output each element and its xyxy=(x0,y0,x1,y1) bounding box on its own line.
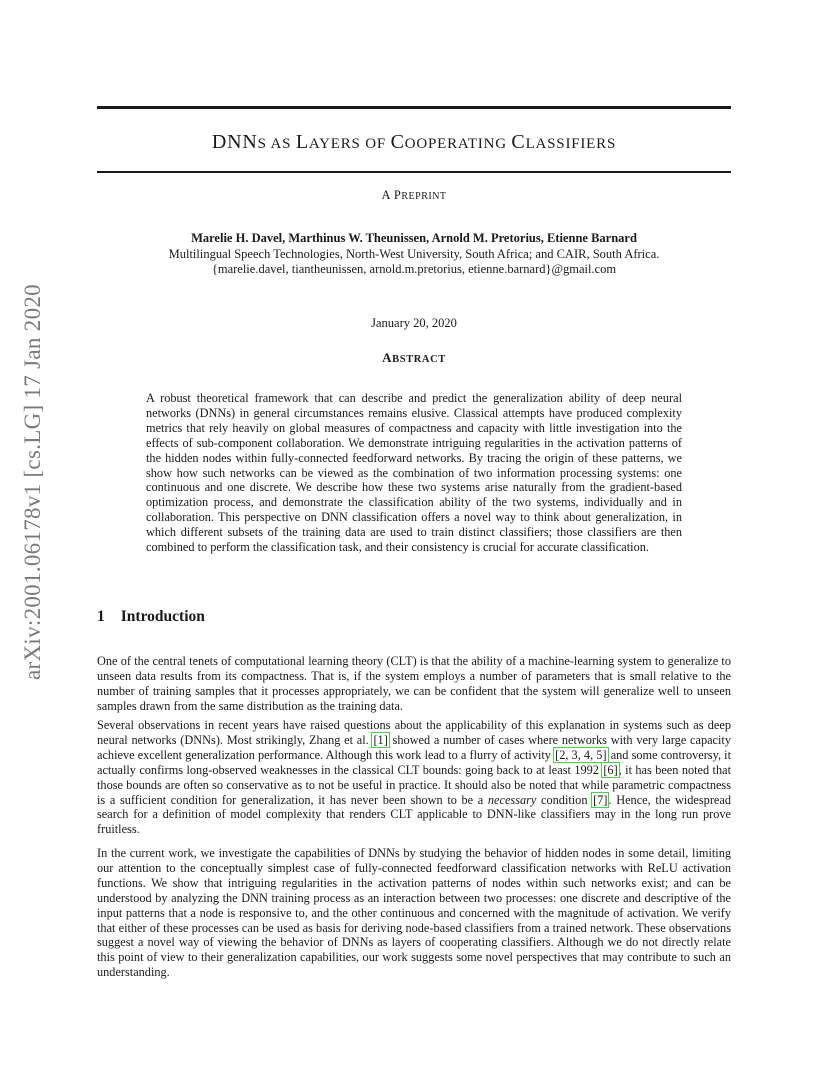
section-title: Introduction xyxy=(120,608,205,625)
citation-link-7[interactable]: [7] xyxy=(593,792,608,807)
arxiv-stamp xyxy=(20,284,46,680)
publication-date: January 20, 2020 xyxy=(371,316,457,330)
section-number: 1 xyxy=(97,608,105,625)
intro-paragraph-1: One of the central tenets of computational learning theory (CLT) is that the ability of a machine-learning system to generalize to unseen data results from its compactness. That is, if the system employs a number of parameters that is small relative to the number of training samples that it processes appropriately, we can be confident that the system will generalize well to unseen samples drawn from the same distribution as the training data. xyxy=(97,654,731,713)
affiliation: Multilingual Speech Technologies, North-West University, South Africa; and CAIR, South Africa. xyxy=(168,247,660,261)
preprint-label: A PREPRINT xyxy=(381,188,447,202)
author-list: Marelie H. Davel, Marthinus W. Theunissen, Arnold M. Pretorius, Etienne Barnard xyxy=(191,231,637,245)
author-emails: {marelie.davel, tiantheunissen, arnold.m.pretorius, etienne.barnard}@gmail.com xyxy=(211,262,617,276)
intro-paragraph-3: In the current work, we investigate the capabilities of DNNs by studying the behavior of hidden nodes in some detail, limiting our attention to the conceptually simplest case of fully-connected feedforward classification networks with ReLU activation functions. We show that intriguing regularities in the activation patterns of nodes within such networks exist; and can be understood by analyzing the DNN training process as an interaction between two processes: one discrete and descriptive of the input patterns that a node is responsive to, and the other continuous and concerned with the magnitude of activation. We verify that either of these processes can be used as basis for deriving node-based classifiers from a trained network. These observations suggest a novel way of viewing the behavior of DNNs as layers of cooperating classifiers. Although we do not directly relate this point of view to their generalization capabilities, our work suggests some novel perspectives that may contribute to such an understanding. xyxy=(97,846,731,980)
abstract-text: A robust theoretical framework that can describe and predict the generalization ability of deep neural networks (DNNs) in general circumstances remains elusive. Classical attempts have produced complexity metrics that rely heavily on global measures of compactness and capacity with little investigation into the effects of sub-component collaboration. We demonstrate intriguing regularities in the activation patterns of the hidden nodes within fully-connected feedforward networks. By tracing the origin of these patterns, we show how such networks can be viewed as the combination of two information processing systems: one continuous and one discrete. We describe how these two systems arise naturally from the gradient-based optimization process, and demonstrate the classification ability of the two systems, individually and in collaboration. This perspective on DNN classification offers a novel way to think about generalization, in which different subsets of the training data are used to train distinct classifiers; those classifiers are then combined to perform the classification task, and their consistency is crucial for accurate classification. xyxy=(146,391,682,555)
citation-link-2-5[interactable]: [2, 3, 4, 5] xyxy=(555,747,607,762)
title-rule-top xyxy=(97,106,731,109)
arxiv-stamp-text: arXiv:2001.06178v1 [cs.LG] 17 Jan 2020 xyxy=(20,284,45,680)
paper-title: DNNS AS LAYERS OF COOPERATING CLASSIFIERS xyxy=(211,131,617,153)
title-rule-bottom xyxy=(97,171,731,173)
citation-link-1[interactable]: [1] xyxy=(373,732,388,747)
citation-link-6[interactable]: [6] xyxy=(603,762,618,777)
section-heading-introduction xyxy=(97,608,205,626)
intro-paragraph-2: Several observations in recent years have raised questions about the applicability of this explanation in systems such as deep neural networks (DNNs). Most strikingly, Zhang et al. [1] showed a number of cases where networks with very large capacity achieve excellent generalization performance. Although this work lead to a flurry of activity [2, 3, 4, 5] and some controversy, it actually confirms long-observed weaknesses in the classical CLT bounds: going back to at least 1992 [6], it has been noted that those bounds are often so conservative as to not be useful in practice. It should also be noted that while parametric compactness is a sufficient condition for generalization, it has never been shown to be a necessary condition [7]. Hence, the widespread search for a definition of model complexity that renders CLT applicable to DNN-like classifiers may in the long run prove fruitless. xyxy=(97,718,731,837)
abstract-heading: ABSTRACT xyxy=(382,350,446,365)
